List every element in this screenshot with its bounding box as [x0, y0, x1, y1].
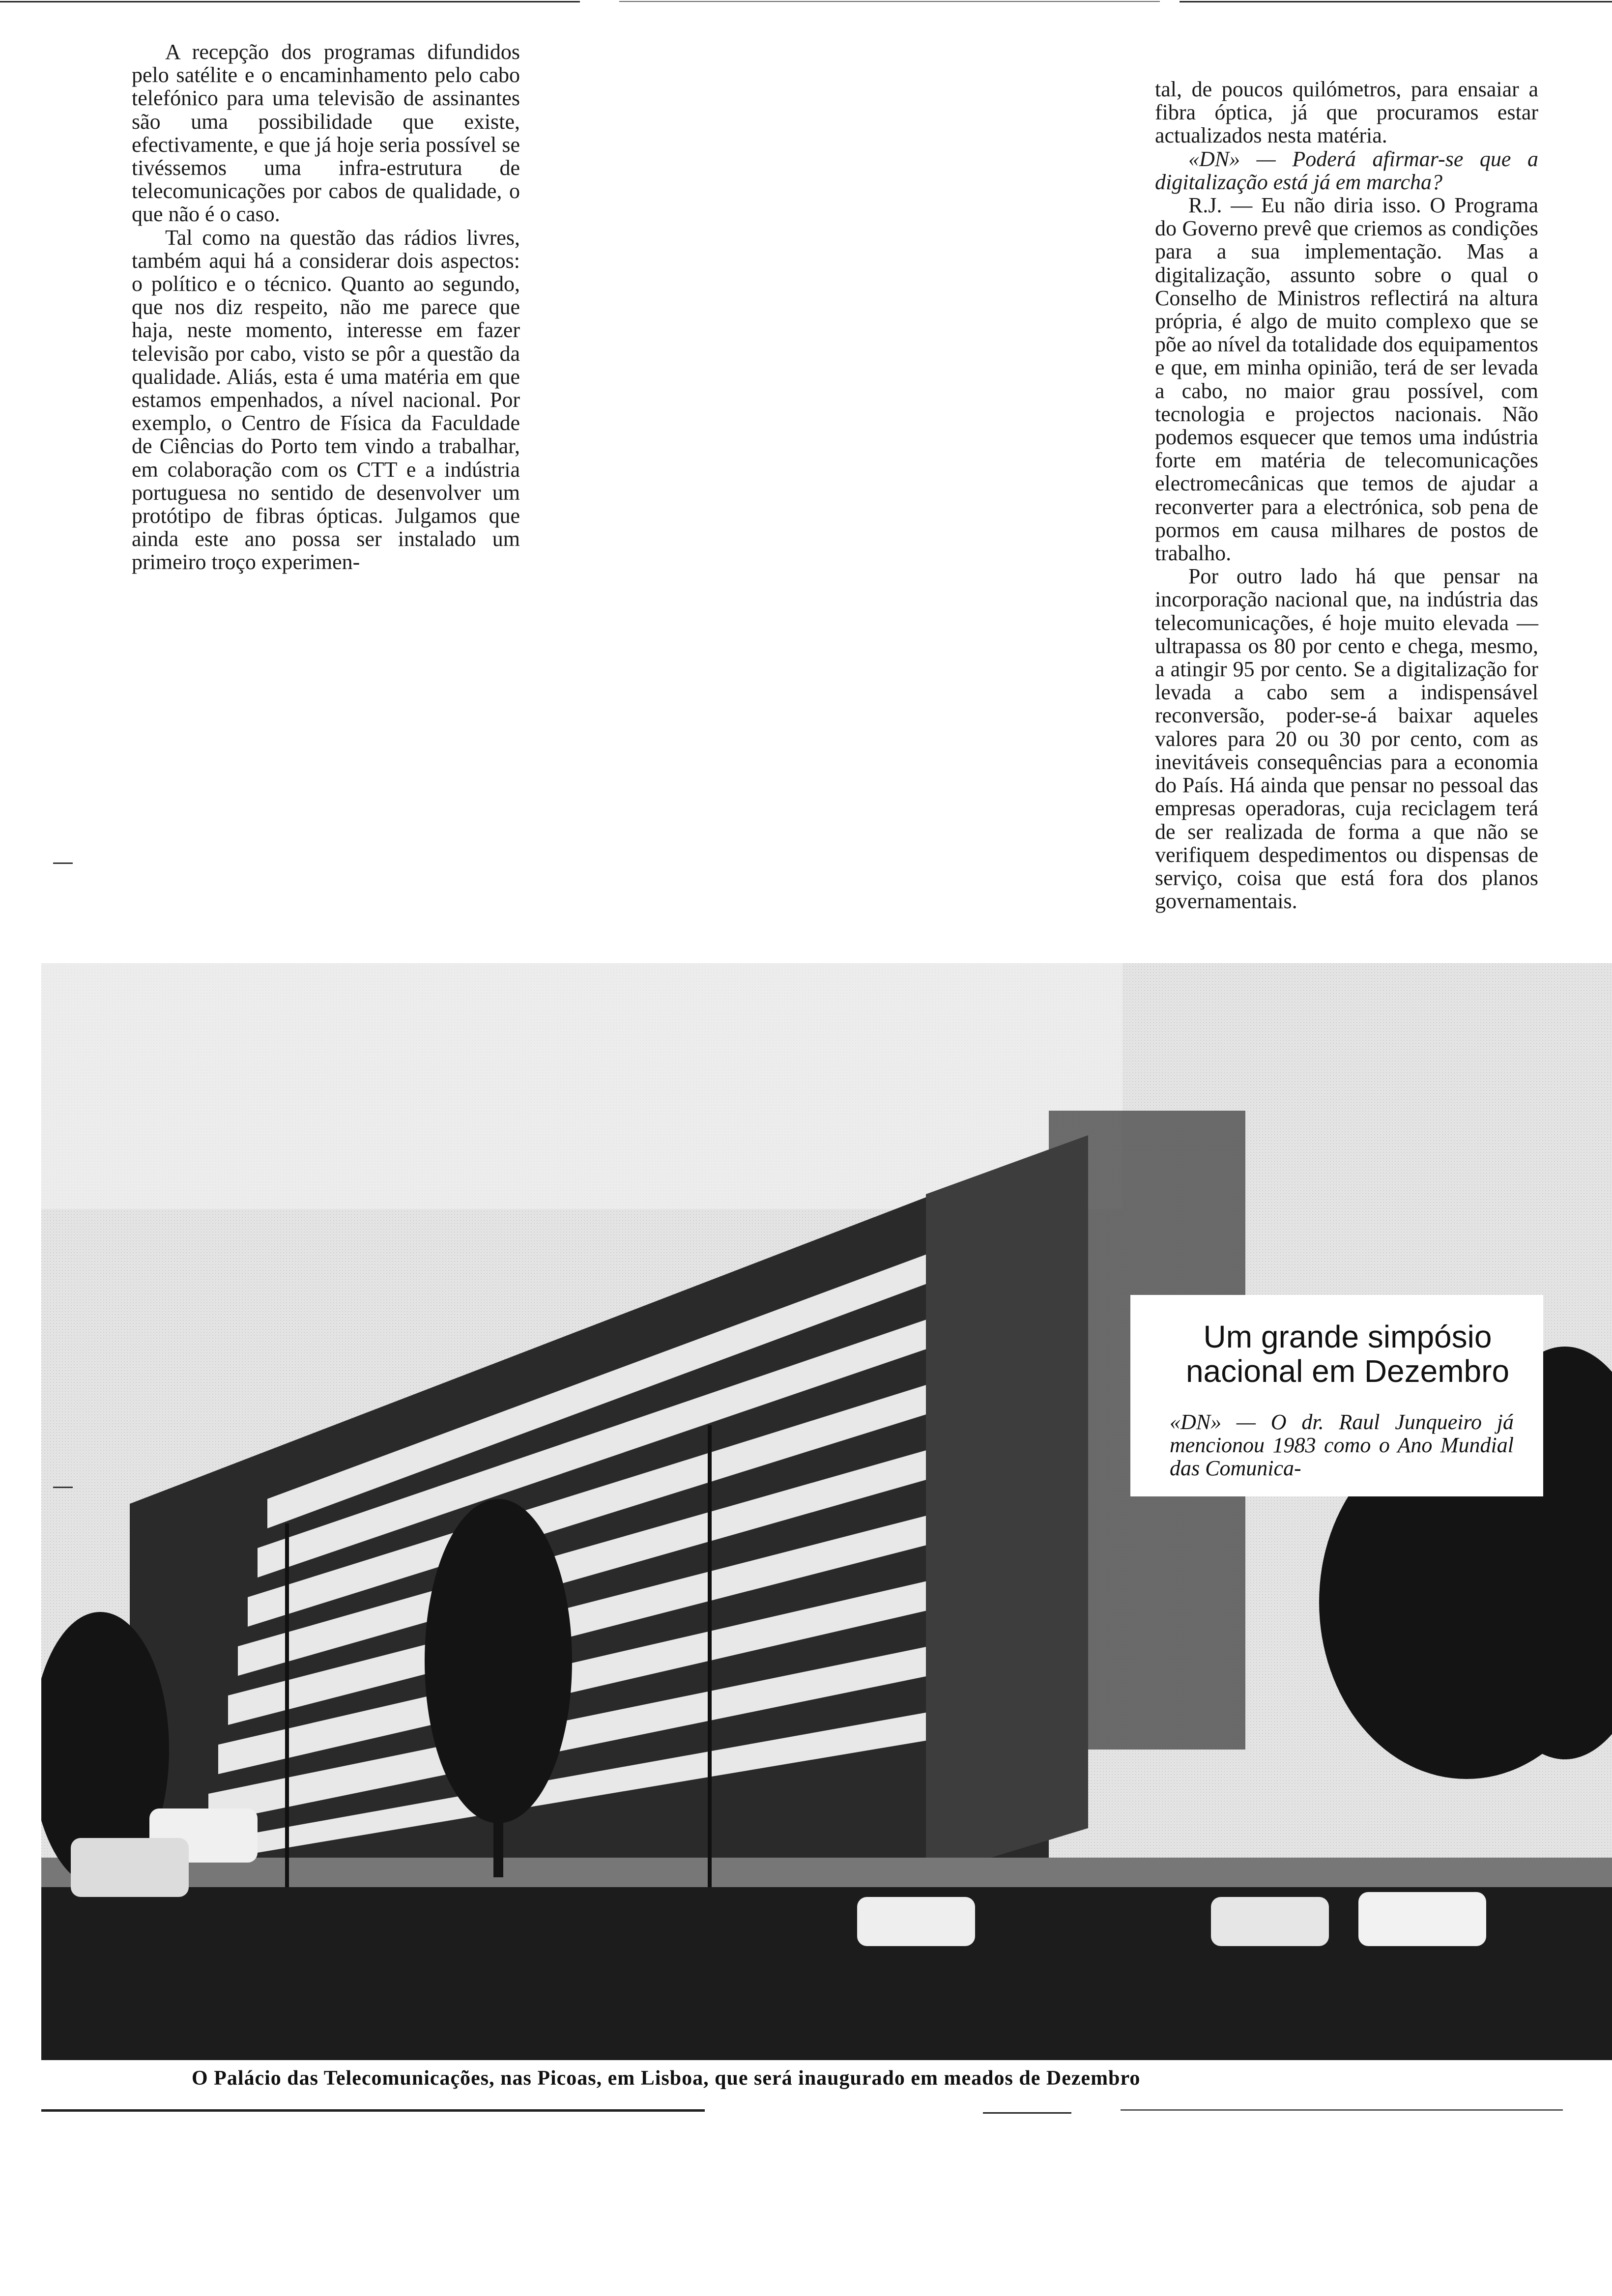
- interview-answer-1: R.J. — Eu não diria isso. O Programa do Governo prevê que criemos as condições para a sua implementação. Mas a digitalização, assunto sobre o qual o Conselho de Ministros reflectirá na altura própria, é algo de muito complexo que se põe ao nível da totalidade dos equipamentos e que, em minha opinião, terá de ser levada a cabo, no maior grau possível, com tecnologia e projectos nacionais. Não podemos esquecer que temos uma indústria forte em matéria de telecomunicações electromecânicas que temos de ajudar a reconverter para a electrónica, sob pena de pormos em causa milhares de postos de trabalho.: [1155, 193, 1538, 566]
- interview-answer-2: Por outro lado há que pensar na incorporação nacional que, na indústria das telecomunicações, é hoje muito elevada — ultrapassa os 80 por cento e chega, mesmo, a atingir 95 por cento. Se a digitalização for levada a cabo sem a indispensável reconversão, poder-se-á baixar aqueles valores para 20 ou 30 por cento, com as inevitáveis consequências para a economia do País. Há ainda que pensar no pessoal das empresas operadoras, cuja reciclagem terá de ser realizada de forma a que não se verifiquem despedimentos ou dispensas de serviço, coisa que está fora dos planos governamentais.: [1155, 564, 1538, 914]
- building-photo: [41, 963, 1612, 2060]
- margin-mark-1: [53, 862, 73, 864]
- top-rule-left: [0, 1, 580, 2]
- left-paragraph-2: Tal como na questão das rádios livres, também aqui há a considerar dois aspectos: o político e o técnico. Quanto ao segundo, que nos diz respeito, não me parece que haja, neste momento, interesse em fazer televisão por cabo, visto se pôr a questão da qualidade. Aliás, esta é uma matéria em que estamos empenhados, a nível nacional. Por exemplo, o Centro de Física da Faculdade de Ciências do Porto tem vindo a trabalhar, em colaboração com os CTT e a indústria portuguesa no sentido de desenvolver um protótipo de fibras ópticas. Julgamos que ainda este ano possa ser instalado um primeiro troço experimen-: [132, 225, 520, 574]
- margin-mark-2: [53, 1487, 73, 1488]
- top-rule-right: [1180, 1, 1612, 2]
- right-continuation: tal, de poucos quilómetros, para ensaiar a fibra óptica, já que procuramos estar actualizados nesta matéria.: [1155, 77, 1538, 148]
- bottom-rule-left: [41, 2109, 705, 2112]
- left-paragraph-1: A recepção dos programas difundidos pelo satélite e o encaminhamento pelo cabo telefónico para uma televisão de assinantes são uma possibilidade que existe, efectivamente, e que já hoje seria possível se tivéssemos uma infra-estrutura de telecomunicações por cabos de qualidade, o que não é o caso.: [132, 40, 520, 227]
- top-rule-mid: [619, 1, 1160, 2]
- subhead-paragraph: «DN» — O dr. Raul Junqueiro já mencionou 1983 como o Ano Mundial das Comunica-: [1170, 1410, 1514, 1480]
- article-left-column: [132, 40, 520, 574]
- bottom-rule-mid: [983, 2112, 1071, 2114]
- photo-caption: O Palácio das Telecomunicações, nas Picoas, em Lisboa, que será inaugurado em meados de Dezembro: [192, 2067, 1141, 2090]
- interview-question: «DN» — Poderá afirmar-se que a digitalização está já em marcha?: [1155, 146, 1538, 194]
- bottom-rule-right: [1121, 2109, 1563, 2111]
- article-right-column: [1155, 78, 1538, 913]
- section-subheading: Um grande simpósio nacional em Dezembro: [1185, 1319, 1510, 1389]
